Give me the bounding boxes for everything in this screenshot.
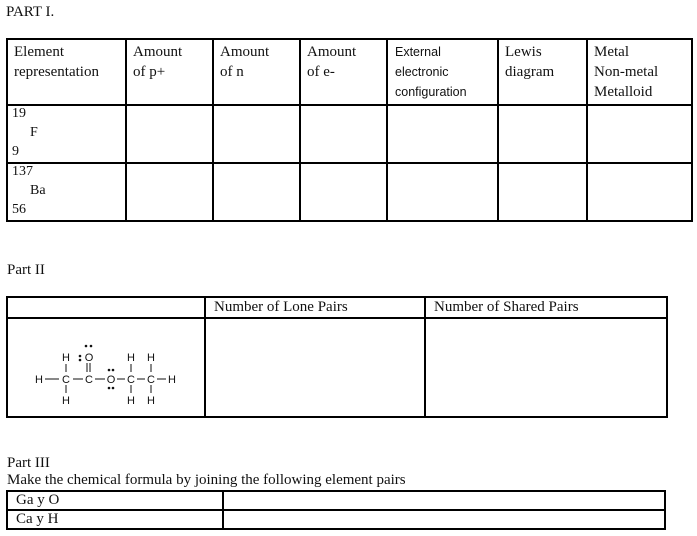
neutrons-answer-cell[interactable] (213, 105, 300, 163)
part1-table (6, 38, 693, 222)
element-symbol: F (30, 125, 38, 140)
protons-answer-cell[interactable] (126, 105, 213, 163)
table-row (7, 491, 665, 510)
methyl-acetate-structure (8, 319, 204, 411)
atom-h: H (62, 395, 70, 407)
part3-instruction: Make the chemical formula by joining the following element pairs (7, 472, 406, 488)
atom-c: C (85, 374, 93, 386)
atom-h: H (127, 395, 135, 407)
atom-c: C (147, 374, 155, 386)
element-pair-label: Ca y H (7, 510, 223, 529)
part1-title: PART I. (6, 4, 55, 20)
classification-answer-cell[interactable] (587, 163, 692, 221)
part3-title: Part III (7, 455, 50, 471)
part3-table (6, 490, 666, 530)
element-cell-barium (7, 163, 126, 221)
mass-number: 19 (12, 106, 26, 121)
element-cell-fluorine (7, 105, 126, 163)
part2-table (6, 296, 668, 418)
atom-o: O (84, 352, 94, 364)
atom-h: H (62, 352, 70, 364)
atom-o: O (106, 374, 116, 386)
atomic-number: 56 (12, 202, 26, 217)
element-symbol: Ba (30, 183, 46, 198)
atom-h: H (35, 374, 43, 386)
shared-pairs-answer-cell[interactable] (425, 318, 667, 417)
atom-h: H (127, 352, 135, 364)
atom-h: H (168, 374, 176, 386)
molecule-header-cell (7, 297, 205, 318)
header-shared-pairs: Number of Shared Pairs (425, 297, 667, 318)
lewis-answer-cell[interactable] (498, 105, 587, 163)
configuration-answer-cell[interactable] (387, 163, 498, 221)
header-electronic-configuration: External electronic configuration (387, 39, 498, 105)
protons-answer-cell[interactable] (126, 163, 213, 221)
header-amount-electrons: Amount of e- (300, 39, 387, 105)
electrons-answer-cell[interactable] (300, 163, 387, 221)
atom-c: C (127, 374, 135, 386)
atom-h: H (147, 352, 155, 364)
table-row-barium (7, 163, 692, 221)
atom-c: C (62, 374, 70, 386)
mass-number: 137 (12, 164, 33, 179)
table-row-fluorine (7, 105, 692, 163)
lewis-answer-cell[interactable] (498, 163, 587, 221)
header-lone-pairs: Number of Lone Pairs (205, 297, 425, 318)
neutrons-answer-cell[interactable] (213, 163, 300, 221)
electrons-answer-cell[interactable] (300, 105, 387, 163)
table-row (7, 510, 665, 529)
atom-h: H (147, 395, 155, 407)
header-amount-protons: Amount of p+ (126, 39, 213, 105)
molecule-structure-cell (7, 318, 205, 417)
header-lewis-diagram: Lewis diagram (498, 39, 587, 105)
atomic-number: 9 (12, 144, 19, 159)
header-element-representation: Element representation (7, 39, 126, 105)
configuration-answer-cell[interactable] (387, 105, 498, 163)
header-amount-neutrons: Amount of n (213, 39, 300, 105)
part2-body-row (7, 318, 667, 417)
classification-answer-cell[interactable] (587, 105, 692, 163)
element-pair-label: Ga y O (7, 491, 223, 510)
formula-answer-cell[interactable] (223, 491, 665, 510)
part2-header-row (7, 297, 667, 318)
formula-answer-cell[interactable] (223, 510, 665, 529)
header-metal-classification: Metal Non-metal Metalloid (587, 39, 692, 105)
lone-pairs-answer-cell[interactable] (205, 318, 425, 417)
part2-title: Part II (7, 262, 45, 278)
part1-header-row (7, 39, 692, 105)
